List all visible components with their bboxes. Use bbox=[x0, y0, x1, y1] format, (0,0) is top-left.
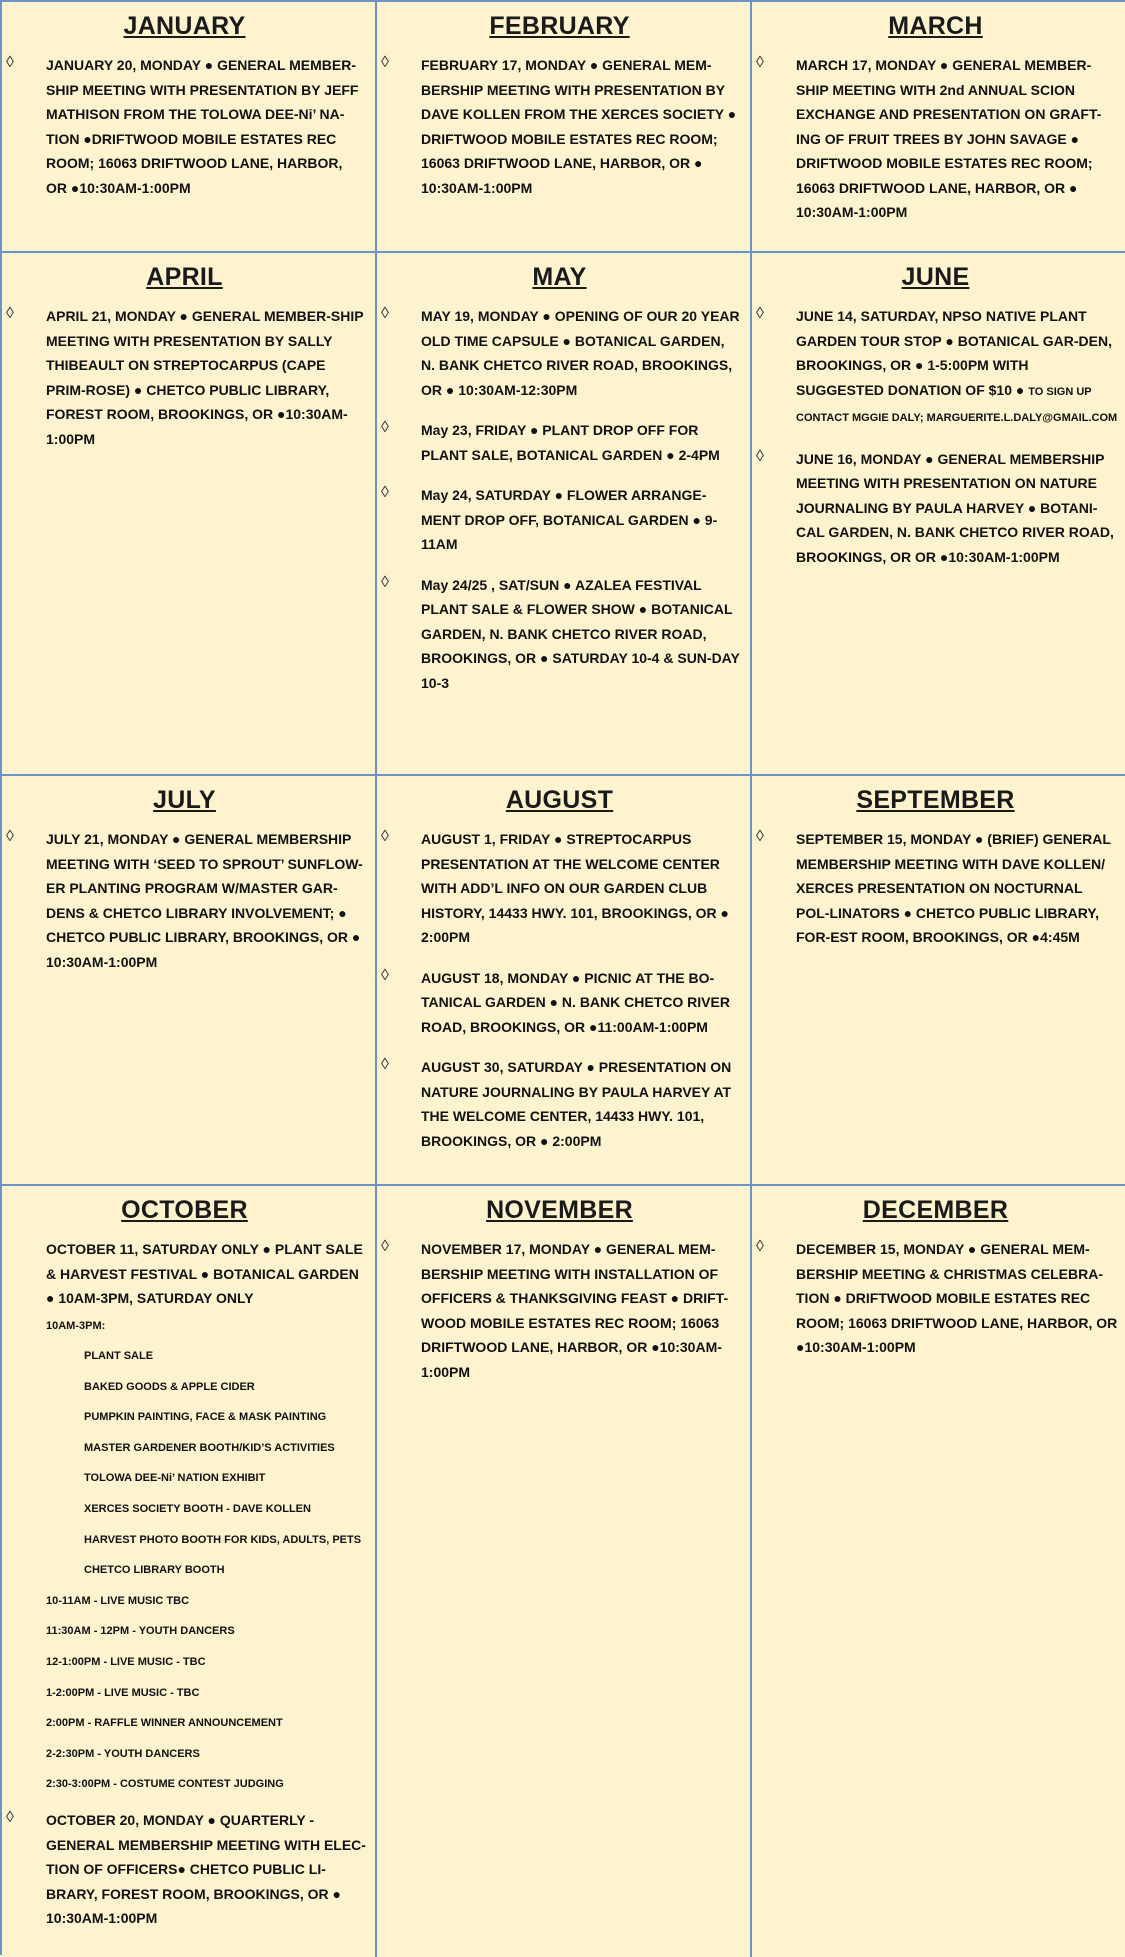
month-title: MARCH bbox=[888, 12, 983, 40]
month-may bbox=[377, 253, 752, 776]
event-text: MARCH 17, MONDAY ● GENERAL MEMBER-SHIP MEETING WITH 2nd ANNUAL SCION EXCHANGE AND PRESENTATION ON GRAFT-ING OF FRUIT TREES BY JOHN SAVAGE ● DRIFTWOOD MOBILE ESTATES REC ROOM; 16063 DRIFTWOOD LANE, HARBOR, OR ● 10:30AM-1:00PM bbox=[796, 57, 1102, 220]
month-title: NOVEMBER bbox=[486, 1196, 633, 1224]
timeline-item: 1-2:00PM - LIVE MUSIC - TBC bbox=[46, 1686, 200, 1699]
event-text: MAY 19, MONDAY ● OPENING OF OUR 20 YEAR OLD TIME CAPSULE ● BOTANICAL GARDEN, N. BANK CHETCO RIVER ROAD, BROOKINGS, OR ● 10:30AM-12:30PM bbox=[421, 308, 740, 398]
month-title: OCTOBER bbox=[121, 1196, 248, 1224]
event-text: JUNE 14, SATURDAY, NPSO NATIVE PLANT GARDEN TOUR STOP ● BOTANICAL GAR-DEN, BROOKINGS, OR ● 1-5:00PM WITH SUGGESTED DONATION OF $10 ● bbox=[796, 308, 1112, 398]
event-item bbox=[2, 1237, 367, 1311]
event-text: May 24, SATURDAY ● FLOWER ARRANGE-MENT DROP OFF, BOTANICAL GARDEN ● 9-11AM bbox=[421, 487, 718, 552]
event-text: May 23, FRIDAY ● PLANT DROP OFF FOR PLANT SALE, BOTANICAL GARDEN ● 2-4PM bbox=[421, 422, 720, 463]
timeline-item: 2-2:30PM - YOUTH DANCERS bbox=[46, 1747, 200, 1760]
diamond-bullet-icon: ◊ bbox=[381, 484, 389, 501]
diamond-bullet-icon: ◊ bbox=[6, 828, 14, 845]
month-july bbox=[2, 776, 377, 1186]
event-text: May 24/25 , SAT/SUN ● AZALEA FESTIVAL PLANT SALE & FLOWER SHOW ● BOTANICAL GARDEN, N. BANK CHETCO RIVER ROAD, BROOKINGS, OR ● SATURDAY 10-4 & SUN-DAY 10-3 bbox=[421, 576, 740, 691]
timeline-item: 2:30-3:00PM - COSTUME CONTEST JUDGING bbox=[46, 1778, 284, 1791]
event-item bbox=[752, 53, 1119, 225]
schedule-item: MASTER GARDENER BOOTH/KID’S ACTIVITIES bbox=[84, 1441, 335, 1454]
event-item bbox=[377, 573, 742, 696]
diamond-bullet-icon: ◊ bbox=[381, 1056, 389, 1073]
month-november bbox=[377, 1186, 752, 1957]
event-text: AUGUST 1, FRIDAY ● STREPTOCARPUS PRESENTATION AT THE WELCOME CENTER WITH ADD’L INFO ON OUR GARDEN CLUB HISTORY, 14433 HWY. 101, BROOKINGS, OR ● 2:00PM bbox=[421, 831, 729, 945]
month-title: JANUARY bbox=[123, 12, 246, 40]
event-item bbox=[2, 1808, 367, 1931]
diamond-bullet-icon: ◊ bbox=[381, 54, 389, 71]
month-title: JULY bbox=[153, 786, 216, 814]
event-text: OCTOBER 20, MONDAY ● QUARTERLY - GENERAL MEMBERSHIP MEETING WITH ELEC-TION OF OFFICERS● CHETCO PUBLIC LI-BRARY, FOREST ROOM, BROOKINGS, OR ● 10:30AM-1:00PM bbox=[46, 1812, 366, 1926]
event-text: NOVEMBER 17, MONDAY ● GENERAL MEM-BERSHIP MEETING WITH INSTALLATION OF OFFICERS & THANKSGIVING FEAST ● DRIFT-WOOD MOBILE ESTATES REC ROOM; 16063 DRIFTWOOD LANE, HARBOR, OR ●10:30AM-1:00PM bbox=[421, 1241, 729, 1380]
event-item bbox=[377, 418, 742, 467]
diamond-bullet-icon: ◊ bbox=[381, 828, 389, 845]
event-text: AUGUST 18, MONDAY ● PICNIC AT THE BO-TANICAL GARDEN ● N. BANK CHETCO RIVER ROAD, BROOKINGS, OR ●11:00AM-1:00PM bbox=[421, 969, 730, 1035]
month-december bbox=[752, 1186, 1125, 1957]
month-june bbox=[752, 253, 1125, 776]
event-item bbox=[2, 304, 367, 451]
timeline-item: 12-1:00PM - LIVE MUSIC - TBC bbox=[46, 1656, 206, 1669]
event-text: AUGUST 30, SATURDAY ● PRESENTATION ON NATURE JOURNALING BY PAULA HARVEY AT THE WELCOME CENTER, 14433 HWY. 101, BROOKINGS, OR ● 2:00PM bbox=[421, 1059, 732, 1149]
month-title: MAY bbox=[532, 263, 587, 291]
month-march bbox=[752, 2, 1125, 253]
event-item bbox=[752, 1237, 1119, 1360]
month-february bbox=[377, 2, 752, 253]
month-october bbox=[2, 1186, 377, 1957]
event-item bbox=[377, 483, 742, 557]
event-text: JUNE 16, MONDAY ● GENERAL MEMBERSHIP MEETING WITH PRESENTATION ON NATURE JOURNALING BY PAULA HARVEY ● BOTANI-CAL GARDEN, N. BANK CHETCO RIVER ROAD, BROOKINGS, OR OR ●10:30AM-1:00PM bbox=[796, 450, 1114, 565]
festival-schedule bbox=[2, 1319, 367, 1809]
schedule-item: PUMPKIN PAINTING, FACE & MASK PAINTING bbox=[84, 1411, 327, 1424]
event-text: OCTOBER 11, SATURDAY ONLY ● PLANT SALE & HARVEST FESTIVAL ● BOTANICAL GARDEN ● 10AM-3PM, SATURDAY ONLY bbox=[46, 1241, 363, 1306]
event-item bbox=[377, 304, 742, 402]
schedule-item: XERCES SOCIETY BOOTH - DAVE KOLLEN bbox=[84, 1503, 311, 1516]
event-text: DECEMBER 15, MONDAY ● GENERAL MEM-BERSHIP MEETING & CHRISTMAS CELEBRA-TION ● DRIFTWOOD MOBILE ESTATES REC ROOM; 16063 DRIFTWOOD LANE, HARBOR, OR ●10:30AM-1:00PM bbox=[796, 1241, 1118, 1355]
month-september bbox=[752, 776, 1125, 1186]
event-item bbox=[377, 1237, 742, 1384]
month-title: AUGUST bbox=[505, 786, 614, 814]
event-item bbox=[752, 827, 1119, 950]
event-text: JANUARY 20, MONDAY ● GENERAL MEMBER-SHIP MEETING WITH PRESENTATION BY JEFF MATHISON FROM THE TOLOWA DEE-Ni’ NA-TION ●DRIFTWOOD MOBILE ESTATES REC ROOM; 16063 DRIFTWOOD LANE, HARBOR, OR ●10:30AM-1:00PM bbox=[46, 57, 359, 196]
event-item bbox=[377, 966, 742, 1040]
diamond-bullet-icon: ◊ bbox=[381, 573, 389, 591]
month-title: DECEMBER bbox=[862, 1196, 1009, 1224]
diamond-bullet-icon: ◊ bbox=[6, 1809, 14, 1826]
month-title: SEPTEMBER bbox=[856, 786, 1015, 814]
event-item bbox=[377, 53, 742, 200]
timeline-item: 11:30AM - 12PM - YOUTH DANCERS bbox=[46, 1625, 235, 1638]
month-april bbox=[2, 253, 377, 776]
month-title: APRIL bbox=[146, 263, 223, 291]
schedule-item: PLANT SALE bbox=[84, 1350, 154, 1363]
diamond-bullet-icon: ◊ bbox=[6, 305, 14, 322]
diamond-bullet-icon: ◊ bbox=[381, 966, 389, 984]
month-august bbox=[377, 776, 752, 1186]
schedule-item: HARVEST PHOTO BOOTH FOR KIDS, ADULTS, PETS bbox=[84, 1533, 362, 1546]
schedule-item: TOLOWA DEE-Ni’ NATION EXHIBIT bbox=[84, 1472, 266, 1485]
month-title: FEBRUARY bbox=[489, 12, 630, 40]
diamond-bullet-icon: ◊ bbox=[756, 54, 764, 71]
event-text: FEBRUARY 17, MONDAY ● GENERAL MEM-BERSHIP MEETING WITH PRESENTATION BY DAVE KOLLEN FROM THE XERCES SOCIETY ● DRIFTWOOD MOBILE ESTATES REC ROOM; 16063 DRIFTWOOD LANE, HARBOR, OR ● 10:30AM-1:00PM bbox=[421, 57, 737, 196]
signup-contact-note: TO SIGN UP CONTACT MGGIE DALY; MARGUERITE.L.DALY@GMAIL.COM bbox=[796, 385, 1118, 424]
diamond-bullet-icon: ◊ bbox=[6, 54, 14, 71]
schedule-item: BAKED GOODS & APPLE CIDER bbox=[84, 1380, 255, 1393]
event-item bbox=[377, 827, 742, 950]
diamond-bullet-icon: ◊ bbox=[756, 447, 764, 465]
month-january bbox=[2, 2, 377, 253]
event-item bbox=[377, 1055, 742, 1153]
event-item bbox=[752, 304, 1119, 431]
timeline-item: 2:00PM - RAFFLE WINNER ANNOUNCEMENT bbox=[46, 1717, 283, 1730]
month-title: JUNE bbox=[901, 263, 970, 291]
diamond-bullet-icon: ◊ bbox=[756, 828, 764, 845]
diamond-bullet-icon: ◊ bbox=[756, 305, 764, 322]
event-item bbox=[752, 447, 1119, 570]
event-item bbox=[2, 827, 367, 974]
diamond-bullet-icon: ◊ bbox=[756, 1238, 764, 1255]
schedule-heading: 10AM-3PM: bbox=[46, 1319, 106, 1332]
diamond-bullet-icon: ◊ bbox=[381, 305, 389, 322]
timeline-item: 10-11AM - LIVE MUSIC TBC bbox=[46, 1594, 190, 1607]
event-item bbox=[2, 53, 367, 200]
diamond-bullet-icon: ◊ bbox=[381, 1238, 389, 1255]
event-text: SEPTEMBER 15, MONDAY ● (BRIEF) GENERAL MEMBERSHIP MEETING WITH DAVE KOLLEN/ XERCES PRESENTATION ON NOCTURNAL POL-LINATORS ● CHETCO PUBLIC LIBRARY, FOR-EST ROOM, BROOKINGS, OR ●4:45M bbox=[796, 831, 1111, 945]
schedule-item: CHETCO LIBRARY BOOTH bbox=[84, 1564, 225, 1577]
event-text: APRIL 21, MONDAY ● GENERAL MEMBER-SHIP MEETING WITH PRESENTATION BY SALLY THIBEAULT ON STREPTOCARPUS (CAPE PRIM-ROSE) ● CHETCO PUBLIC LIBRARY, FOREST ROOM, BROOKINGS, OR ●10:30AM-1:00PM bbox=[46, 308, 364, 447]
event-text: JULY 21, MONDAY ● GENERAL MEMBERSHIP MEETING WITH ‘SEED TO SPROUT’ SUNFLOW-ER PLANTING PROGRAM W/MASTER GAR-DENS & CHETCO LIBRARY INVOLVEMENT; ● CHETCO PUBLIC LIBRARY, BROOKINGS, OR ● 10:30AM-1:00PM bbox=[46, 831, 363, 970]
diamond-bullet-icon: ◊ bbox=[381, 419, 389, 436]
